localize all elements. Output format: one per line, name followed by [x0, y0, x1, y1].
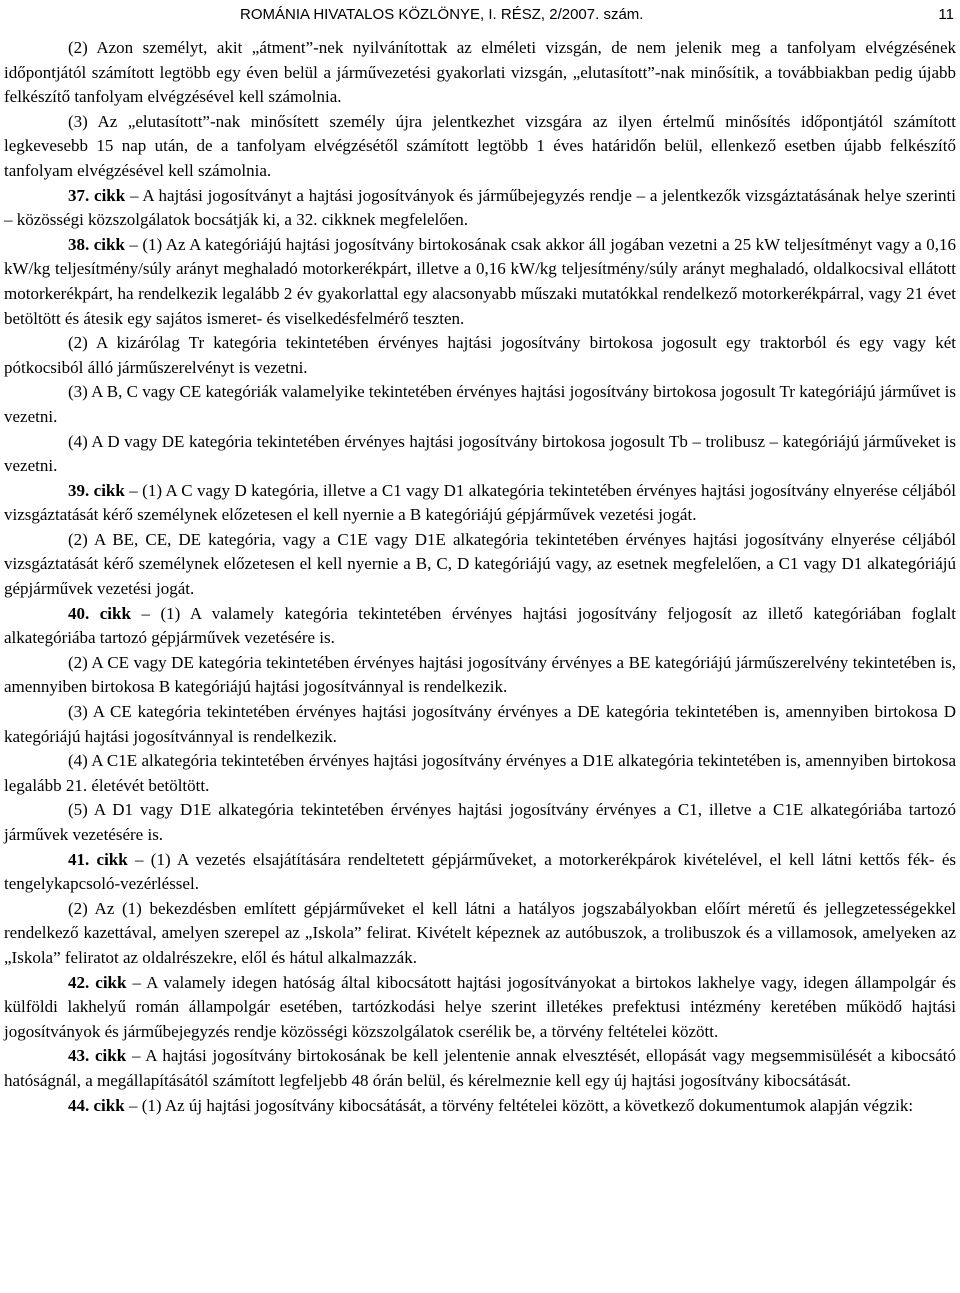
article-number: 44. cikk: [68, 1095, 125, 1115]
journal-title: ROMÁNIA HIVATALOS KÖZLÖNYE, I. RÉSZ, 2/2007. szám.: [240, 6, 644, 23]
paragraph-text: – (1) Az új hajtási jogosítvány kibocsátását, a törvény feltételei között, a következő dokumentumok alapján végzik:: [124, 1095, 914, 1115]
paragraph-text: – (1) Az A kategóriájú hajtási jogosítvány birtokosának csak akkor áll jogában vezetni a 25 kW teljesítményt vagy a 0,16 kW/kg teljesítmény/súly arányt meghaladó motorkerékpárt, illetve a 0,16 kW/kg teljesítmény/súly arányt meghaladó, oldalkocsival ellátott motorkerékpárt, ha rendelkezik legalább 2 év gyakorlattal egy alacsonyabb műszaki mutatókkal rendelkező motorkerékpárral, vagy 21 évet betöltött és átesik egy sajátos ismeret- és viselkedésfelmérő teszten.: [4, 234, 956, 328]
article-number: 37. cikk: [68, 185, 126, 205]
document-body: [4, 36, 956, 1118]
paragraph-text: (2) A CE vagy DE kategória tekintetében érvényes hajtási jogosítvány érvényes a BE kategóriájú járműszerelvény tekintetében is, amennyiben birtokosa B kategóriájú hajtási jogosítvánnyal is rendelkezik.: [4, 652, 956, 697]
article-number: 42. cikk: [68, 972, 127, 992]
paragraph: [4, 430, 956, 479]
paragraph-text: – (1) A valamely kategória tekintetében érvényes hajtási jogosítvány feljogosít az illető kategóriában foglalt alkategóriába tartozó gépjárművek vezetésére is.: [4, 603, 957, 648]
paragraph-text: – A valamely idegen hatóság által kibocsátott hajtási jogosítványokat a birtokos lakhelye vagy, idegen állampolgár és külföldi lakhelyű román állampolgár esetében, tartózkodási helye szerint illetékes prefektusi intézmény keretében működő hajtási jogosítványok és járműbejegyzés rendje közösségi közszolgálatok cserélik be, a törvény feltételei között.: [4, 972, 956, 1041]
paragraph-text: – (1) A vezetés elsajátítására rendeltetett gépjárműveket, a motorkerékpárok kivételével, el kell látni kettős fék- és tengelykapcsoló-vezérléssel.: [4, 849, 956, 894]
paragraph-text: (4) A C1E alkategória tekintetében érvényes hajtási jogosítvány érvényes a D1E alkategória tekintetében is, amennyiben birtokosa legalább 21. életévét betöltött.: [4, 751, 956, 795]
paragraph: [4, 528, 956, 602]
article-number: 43. cikk: [68, 1046, 127, 1066]
article-number: 40. cikk: [68, 603, 131, 623]
article-42: [4, 971, 956, 1045]
paragraph-text: – (1) A C vagy D kategória, illetve a C1 vagy D1 alkategória tekintetében érvényes hajtási jogosítvány elnyerése céljából vizsgáztatását kérő személynek előzetesen el kell nyernie a B kategóriájú gépjárművek vezetési jogát.: [4, 480, 956, 525]
article-number: 39. cikk: [68, 480, 125, 500]
paragraph: [4, 110, 956, 184]
paragraph: [4, 897, 956, 971]
paragraph: [4, 700, 956, 749]
paragraph-text: (2) A kizárólag Tr kategória tekintetében érvényes hajtási jogosítvány birtokosa jogosult egy traktorból és egy vagy két pótkocsiból álló járműszerelvényt is vezetni.: [4, 333, 956, 377]
article-37: [4, 184, 956, 233]
paragraph-text: (4) A D vagy DE kategória tekintetében érvényes hajtási jogosítvány birtokosa jogosult Tb – trolibusz – kategóriájú járműveket is vezetni.: [4, 431, 956, 476]
page-header: [0, 4, 960, 26]
article-38: [4, 233, 956, 331]
paragraph-text: (3) A B, C vagy CE kategóriák valamelyike tekintetében érvényes hajtási jogosítvány birtokosa jogosult Tr kategóriájú járművet is vezetni.: [4, 382, 956, 426]
paragraph-text: (2) A BE, CE, DE kategória, vagy a C1E vagy D1E alkategória tekintetében érvényes hajtási jogosítvány elnyerése céljából vizsgáztatását kérő személynek előzetesen el kell nyernie a B, C, D kategóriájú vagy, az esetnek megfelelően, a C1 vagy D1 alkategóriájú gépjárművek vezetési jogát.: [4, 529, 956, 599]
paragraph: [4, 749, 956, 798]
article-39: [4, 479, 956, 528]
paragraph: [4, 331, 956, 380]
article-43: [4, 1044, 956, 1093]
article-40: [4, 602, 956, 651]
paragraph-text: (5) A D1 vagy D1E alkategória tekintetében érvényes hajtási jogosítvány érvényes a C1, illetve a C1E alkategóriába tartozó járművek vezetésére is.: [4, 800, 956, 844]
article-number: 41. cikk: [68, 849, 128, 869]
article-44: [4, 1094, 956, 1119]
paragraph-text: (2) Az (1) bekezdésben említett gépjárműveket el kell látni a hatályos jogszabályokban előírt méretű és jellegzetességekkel rendelkező kazettával, amelyen szerepel az „Iskola” felirat. Kivételt képeznek az autóbuszok, a trolibuszok és a villamosok, amelyeken az „Iskola” feliratot az oldalrészekre, elől és hátul alkalmazzák.: [4, 898, 956, 967]
paragraph: [4, 651, 956, 700]
paragraph-text: – A hajtási jogosítvány birtokosának be kell jelentenie annak elvesztését, ellopását vagy megsemmisülését a kibocsátó hatóságnál, a megállapításától számított legfeljebb 48 órán belül, és kérelmeznie kell egy új hajtási jogosítvány kibocsátását.: [4, 1046, 956, 1090]
paragraph-text: (3) Az „elutasított”-nak minősített személy újra jelentkezhet vizsgára az ilyen értelmű minősítés időpontjától számított legkevesebb 15 nap után, de a tanfolyam elvégzésétől számított legtöbb 1 éves határidőn belül, ellenkező esetben újabb felkészítő tanfolyam elvégzésével kell számolnia.: [4, 111, 956, 180]
paragraph: [4, 380, 956, 429]
paragraph: [4, 798, 956, 847]
article-41: [4, 848, 956, 897]
paragraph-text: (3) A CE kategória tekintetében érvényes hajtási jogosítvány érvényes a DE kategória tekintetében is, amennyiben birtokosa D kategóriájú hajtási jogosítvánnyal is rendelkezik.: [4, 702, 956, 746]
paragraph-text: (2) Azon személyt, akit „átment”-nek nyilvánítottak az elméleti vizsgán, de nem jelenik meg a tanfolyam elvégzésének időpontjától számított legtöbb egy éven belül a járművezetési gyakorlati vizsgán, „elutasított”-nak minősítik, a továbbiakban pedig újabb felkészítő tanfolyam elvégzésével kell számolnia.: [4, 38, 956, 107]
paragraph: [4, 36, 956, 110]
paragraph-text: – A hajtási jogosítványt a hajtási jogosítványok és járműbejegyzés rendje – a jelentkezők vizsgáztatásának helye szerinti – közösségi közszolgálatok bocsátják ki, a 32. cikknek megfelelően.: [4, 185, 957, 230]
page-number: 11: [938, 6, 954, 23]
article-number: 38. cikk: [68, 234, 125, 254]
